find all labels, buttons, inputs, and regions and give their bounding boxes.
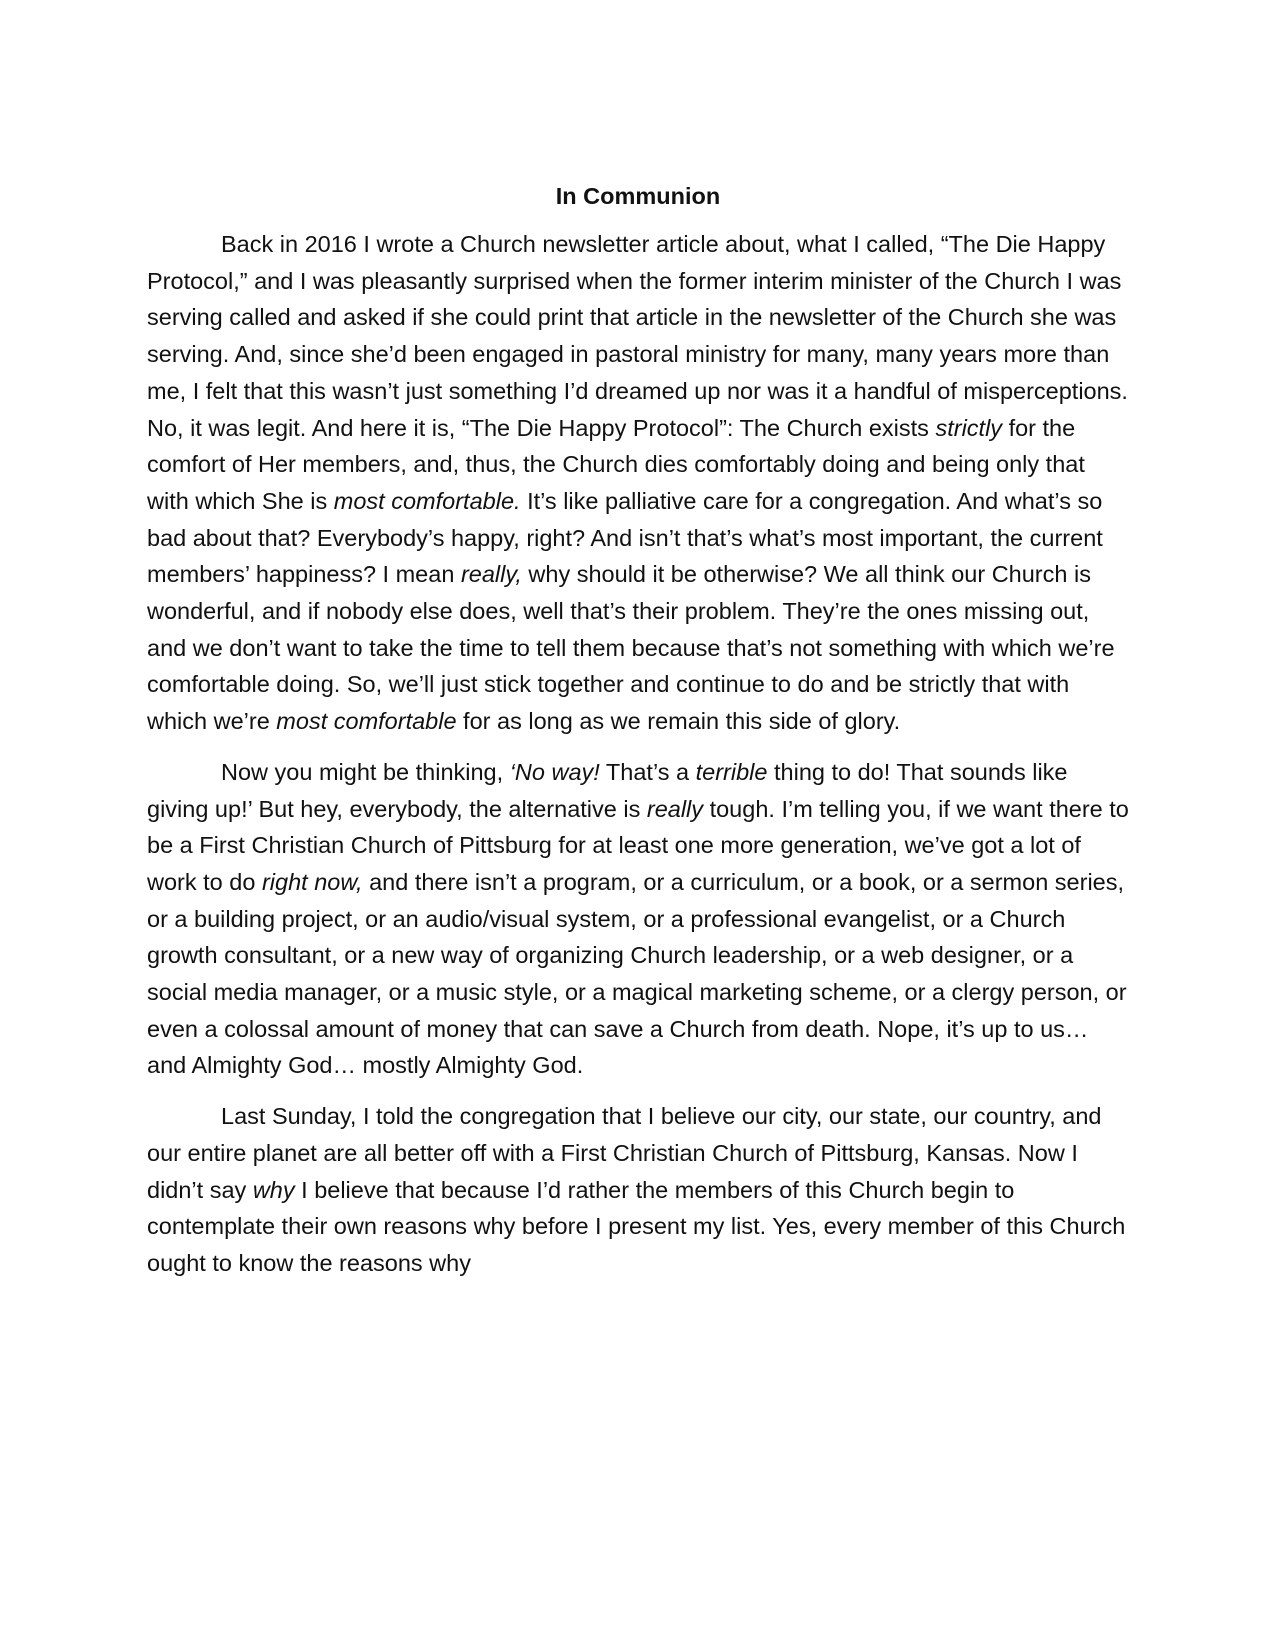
paragraph bbox=[147, 1098, 1129, 1282]
text-run: for as long as we remain this side of glory. bbox=[456, 708, 901, 735]
text-run: why should it be otherwise? We all think our Church is wonderful, and if nobody else does, well that’s their problem. They’re the ones missing out, and we don’t want to take the time to tell them because that’s not something with which we’re comfortable doing. So, we’ll just stick together and continue to do and be strictly that with which we’re bbox=[147, 561, 1115, 735]
document-page bbox=[147, 178, 1129, 1296]
italic-text: most comfortable bbox=[276, 708, 457, 735]
text-run: I believe that because I’d rather the members of this Church begin to contemplate their own reasons why before I present my list. Yes, every member of this Church ought to know the reasons why bbox=[147, 1176, 1126, 1276]
text-run: It’s like palliative care for a congregation. And what’s so bad about that? Everybody’s happy, right? And isn’t that’s what’s most important, the current members’ happiness? I mean bbox=[147, 487, 1103, 588]
text-run: and there isn’t a program, or a curriculum, or a book, or a sermon series, or a building project, or an audio/visual system, or a professional evangelist, or a Church growth consultant, or a new way of organizing Church leadership, or a web designer, or a social media manager, or a music style, or a magical marketing scheme, or a clergy person, or even a colossal amount of money that can save a Church from death. Nope, it’s up to us… and Almighty God… mostly Almighty God. bbox=[147, 868, 1127, 1079]
text-run: thing to do! That sounds like giving up!’ But hey, everybody, the alternative is bbox=[147, 758, 1068, 822]
italic-text: terrible bbox=[695, 758, 768, 785]
text-run: for the comfort of Her members, and, thus, the Church dies comfortably doing and being only that with which She is bbox=[147, 414, 1085, 514]
italic-text: why bbox=[252, 1176, 295, 1203]
italic-text: strictly bbox=[935, 414, 1003, 441]
text-run: Back in 2016 I wrote a Church newsletter article about, what I called, “The Die Happy Protocol,” and I was pleasantly surprised when the former interim minister of the Church I was serving called and asked if she could print that article in the newsletter of the Church she was serving. And, since she’d been engaged in pastoral ministry for many, many years more than me, I felt that this wasn’t just something I’d dreamed up nor was it a handful of misperceptions. No, it was legit. And here it is, “The Die Happy Protocol”: The Church exists bbox=[147, 231, 1128, 441]
text-run: Now you might be thinking, bbox=[221, 758, 510, 785]
document-body bbox=[147, 226, 1129, 1282]
text-run: tough. I’m telling you, if we want there to be a First Christian Church of Pittsburg for at least one more generation, we’ve got a lot of work to do bbox=[147, 795, 1129, 895]
italic-text: right now, bbox=[261, 868, 363, 895]
italic-text: ‘No way! bbox=[509, 758, 600, 785]
italic-text: really, bbox=[460, 561, 522, 588]
italic-text: most comfortable. bbox=[333, 487, 521, 514]
paragraph bbox=[147, 754, 1129, 1084]
text-run: Last Sunday, I told the congregation that I believe our city, our state, our country, and our entire planet are all better off with a First Christian Church of Pittsburg, Kansas. Now I didn’t say bbox=[147, 1103, 1102, 1203]
text-run: That’s a bbox=[599, 758, 696, 785]
paragraph bbox=[147, 226, 1129, 740]
document-title: In Communion bbox=[555, 183, 721, 209]
italic-text: really bbox=[646, 795, 704, 822]
